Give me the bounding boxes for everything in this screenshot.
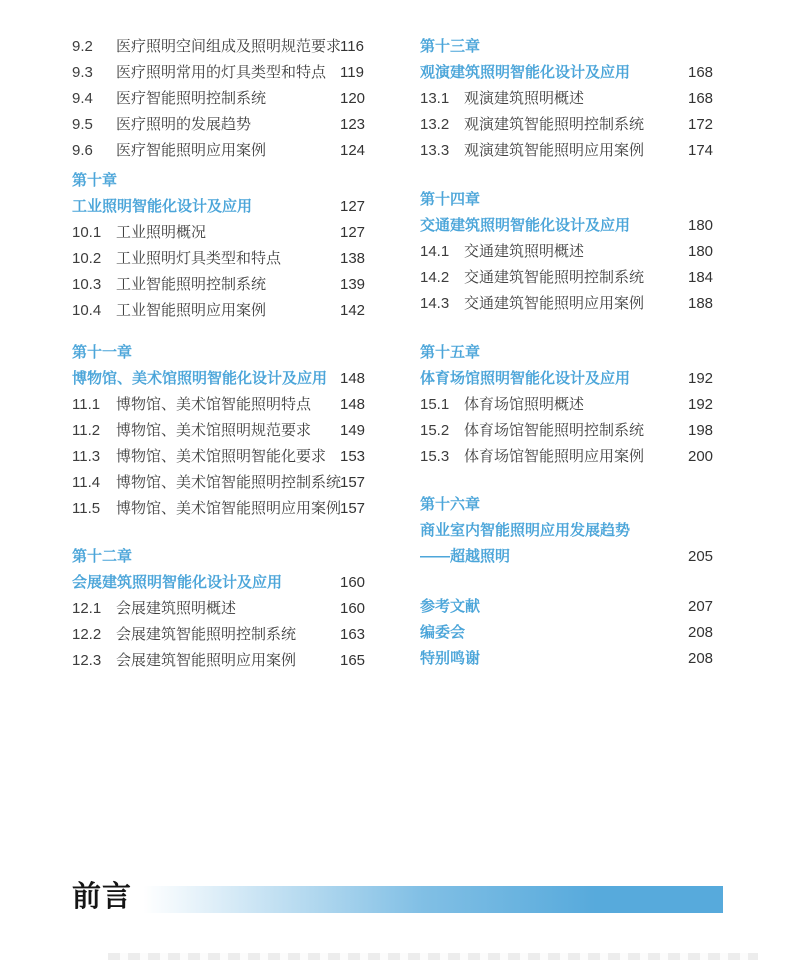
toc-section-number: 15.3	[420, 448, 450, 465]
toc-section-number: 14.3	[420, 295, 450, 312]
toc-chapter-title-row	[420, 366, 720, 392]
toc-page-number: 163	[340, 626, 366, 643]
toc-chapter-title: 工业照明智能化设计及应用	[72, 198, 253, 215]
toc-section-row	[72, 444, 372, 470]
toc-section-number: 13.2	[420, 116, 450, 133]
toc-chapter-label-row	[420, 340, 720, 366]
toc-page-number: 168	[688, 90, 714, 107]
toc-section-title: 交通建筑照明概述	[464, 243, 585, 260]
toc-section-number: 9.6	[72, 142, 93, 159]
toc-section-title: 会展建筑照明概述	[116, 600, 237, 617]
toc-backmatter-title: 参考文献	[420, 598, 481, 615]
toc-section-row	[72, 112, 372, 138]
toc-chapter-title: 体育场馆照明智能化设计及应用	[420, 370, 631, 387]
toc-page-number: 200	[688, 448, 714, 465]
toc-page-number: 188	[688, 295, 714, 312]
toc-backmatter-row	[420, 646, 720, 672]
toc-chapter-group	[420, 594, 720, 672]
toc-chapter-title-row	[420, 60, 720, 86]
toc-section-number: 9.5	[72, 116, 93, 133]
toc-section-title: 博物馆、美术馆智能照明应用案例	[116, 500, 342, 517]
toc-section-number: 11.5	[72, 500, 101, 517]
toc-chapter-label: 第十章	[72, 172, 118, 189]
toc-section-number: 11.1	[72, 396, 101, 413]
toc-chapter-title: 商业室内智能照明应用发展趋势	[420, 522, 631, 539]
toc-chapter-label-row	[420, 34, 720, 60]
toc-section-row	[72, 272, 372, 298]
toc-page-number: 160	[340, 600, 366, 617]
toc-chapter-group	[72, 168, 372, 324]
toc-page-number: 184	[688, 269, 714, 286]
toc-section-number: 9.3	[72, 64, 93, 81]
toc-section-row	[72, 138, 372, 164]
toc-section-row	[72, 648, 372, 674]
toc-section-row	[72, 418, 372, 444]
toc-section-number: 15.1	[420, 396, 450, 413]
preface-heading: 前言	[72, 881, 133, 913]
toc-section-number: 13.1	[420, 90, 450, 107]
toc-page-number: 180	[688, 243, 714, 260]
toc-page-number: 157	[340, 474, 366, 491]
toc-section-number: 10.4	[72, 302, 102, 319]
toc-section-row	[420, 86, 720, 112]
toc-chapter-title-row	[72, 366, 372, 392]
toc-section-number: 9.2	[72, 38, 93, 55]
toc-section-row	[72, 34, 372, 60]
toc-chapter-label-row	[72, 168, 372, 194]
toc-section-title: 医疗照明常用的灯具类型和特点	[116, 64, 327, 81]
toc-chapter-group	[72, 340, 372, 522]
toc-section-title: 体育场馆智能照明应用案例	[464, 448, 645, 465]
toc-section-title: 交通建筑智能照明控制系统	[464, 269, 645, 286]
toc-page-number: 168	[688, 64, 714, 81]
toc-section-title: 会展建筑智能照明控制系统	[116, 626, 297, 643]
toc-page-number: 198	[688, 422, 714, 439]
toc-section-row	[420, 291, 720, 317]
toc-chapter-label: 第十三章	[420, 38, 481, 55]
toc-section-title: 体育场馆照明概述	[464, 396, 585, 413]
toc-section-title: 医疗智能照明控制系统	[116, 90, 267, 107]
toc-page-number: 139	[340, 276, 366, 293]
toc-section-row	[72, 246, 372, 272]
toc-section-number: 14.2	[420, 269, 450, 286]
toc-section-number: 10.2	[72, 250, 102, 267]
toc-section-title: 医疗照明的发展趋势	[116, 116, 252, 133]
toc-section-title: 工业智能照明控制系统	[116, 276, 267, 293]
toc-page-number: 172	[688, 116, 714, 133]
toc-section-row	[72, 392, 372, 418]
toc-page-number: 208	[688, 650, 714, 667]
toc-page-number: 148	[340, 396, 366, 413]
toc-section-title: 交通建筑智能照明应用案例	[464, 295, 645, 312]
toc-chapter-group	[72, 544, 372, 674]
toc-section-number: 12.2	[72, 626, 102, 643]
toc-chapter-group	[420, 34, 720, 164]
preface-gradient-bar	[143, 886, 723, 913]
toc-section-title: 观演建筑照明概述	[464, 90, 585, 107]
toc-section-number: 12.3	[72, 652, 102, 669]
toc-chapter-title: 博物馆、美术馆照明智能化设计及应用	[72, 370, 328, 387]
toc-page-number: 119	[340, 64, 364, 81]
toc-page-number: 205	[688, 548, 714, 565]
toc-section-row	[72, 86, 372, 112]
toc-chapter-title-row	[420, 213, 720, 239]
toc-chapter-title: 交通建筑照明智能化设计及应用	[420, 217, 631, 234]
toc-section-number: 15.2	[420, 422, 450, 439]
toc-section-title: 观演建筑智能照明应用案例	[464, 142, 645, 159]
toc-section-row	[420, 392, 720, 418]
toc-page-number: 120	[340, 90, 366, 107]
toc-chapter-label: 第十二章	[72, 548, 133, 565]
toc-chapter-label-row	[72, 544, 372, 570]
toc-section-row	[72, 596, 372, 622]
toc-section-number: 11.2	[72, 422, 101, 439]
toc-page-number: 116	[340, 38, 364, 55]
toc-chapter-title-row	[420, 518, 720, 544]
toc-page-number: 160	[340, 574, 366, 591]
toc-chapter-subtitle: ——超越照明	[420, 548, 511, 565]
toc-page-number: 127	[340, 198, 366, 215]
toc-section-row	[72, 470, 372, 496]
toc-section-row	[72, 496, 372, 522]
toc-chapter-subtitle-row	[420, 544, 720, 570]
toc-chapter-title-row	[72, 194, 372, 220]
toc-section-row	[420, 418, 720, 444]
toc-section-row	[72, 298, 372, 324]
toc-chapter-title-row	[72, 570, 372, 596]
toc-page-number: 149	[340, 422, 366, 439]
toc-backmatter-row	[420, 594, 720, 620]
toc-chapter-label-row	[420, 187, 720, 213]
toc-page-number: 165	[340, 652, 366, 669]
toc-backmatter-title: 特别鸣谢	[420, 650, 481, 667]
toc-chapter-label: 第十一章	[72, 344, 133, 361]
toc-section-number: 10.3	[72, 276, 102, 293]
toc-section-title: 博物馆、美术馆智能照明特点	[116, 396, 312, 413]
toc-section-title: 工业照明灯具类型和特点	[116, 250, 282, 267]
toc-chapter-group	[420, 492, 720, 570]
toc-page-number: 207	[688, 598, 714, 615]
toc-chapter-title: 观演建筑照明智能化设计及应用	[420, 64, 631, 81]
toc-section-title: 博物馆、美术馆智能照明控制系统	[116, 474, 342, 491]
toc-page-number: 127	[340, 224, 366, 241]
toc-section-title: 医疗智能照明应用案例	[116, 142, 267, 159]
toc-section-title: 观演建筑智能照明控制系统	[464, 116, 645, 133]
toc-section-title: 体育场馆智能照明控制系统	[464, 422, 645, 439]
toc-chapter-label: 第十五章	[420, 344, 481, 361]
toc-section-number: 10.1	[72, 224, 102, 241]
toc-page-number: 148	[340, 370, 366, 387]
toc-section-row	[420, 138, 720, 164]
toc-page-number: 192	[688, 370, 714, 387]
toc-page-number: 180	[688, 217, 714, 234]
toc-chapter-label-row	[420, 492, 720, 518]
toc-chapter-title: 会展建筑照明智能化设计及应用	[72, 574, 283, 591]
toc-chapter-group	[72, 34, 372, 164]
toc-page-number: 208	[688, 624, 714, 641]
toc-section-title: 博物馆、美术馆照明智能化要求	[116, 448, 327, 465]
toc-page-number: 124	[340, 142, 366, 159]
toc-section-number: 11.3	[72, 448, 101, 465]
toc-section-row	[420, 265, 720, 291]
toc-page-number: 174	[688, 142, 714, 159]
toc-section-row	[420, 239, 720, 265]
toc-section-row	[420, 444, 720, 470]
toc-section-number: 14.1	[420, 243, 450, 260]
toc-section-number: 11.4	[72, 474, 101, 491]
cutoff-text-remnant	[108, 953, 758, 960]
toc-section-title: 工业智能照明应用案例	[116, 302, 267, 319]
toc-page-number: 123	[340, 116, 366, 133]
toc-section-title: 博物馆、美术馆照明规范要求	[116, 422, 312, 439]
toc-backmatter-title: 编委会	[420, 624, 466, 641]
toc-section-number: 9.4	[72, 90, 93, 107]
toc-page-number: 153	[340, 448, 366, 465]
toc-section-row	[72, 622, 372, 648]
toc-section-number: 12.1	[72, 600, 102, 617]
toc-section-row	[420, 112, 720, 138]
toc-chapter-group	[420, 187, 720, 317]
toc-section-row	[72, 220, 372, 246]
toc-section-title: 工业照明概况	[116, 224, 207, 241]
toc-page-number: 192	[688, 396, 714, 413]
toc-column-right	[420, 34, 720, 672]
toc-backmatter-row	[420, 620, 720, 646]
toc-page-number: 138	[340, 250, 366, 267]
toc-page-number: 157	[340, 500, 366, 517]
toc-chapter-label: 第十六章	[420, 496, 481, 513]
toc-section-row	[72, 60, 372, 86]
toc-column-left	[72, 34, 372, 674]
toc-chapter-label-row	[72, 340, 372, 366]
toc-section-number: 13.3	[420, 142, 450, 159]
toc-page-number: 142	[340, 302, 366, 319]
toc-section-title: 会展建筑智能照明应用案例	[116, 652, 297, 669]
toc-chapter-group	[420, 340, 720, 470]
toc-chapter-label: 第十四章	[420, 191, 481, 208]
toc-section-title: 医疗照明空间组成及照明规范要求	[116, 38, 342, 55]
